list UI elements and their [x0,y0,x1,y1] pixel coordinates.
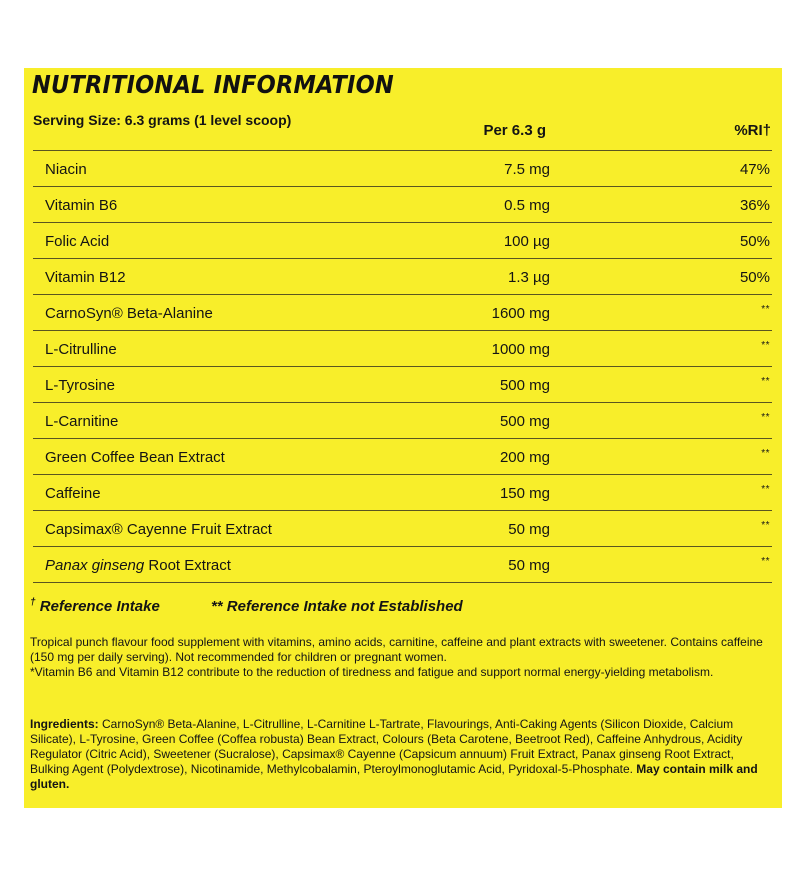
nutrient-name: Caffeine [45,485,101,502]
nutrient-ri: 50% [739,233,770,250]
nutrient-name: Vitamin B12 [45,269,126,286]
nutrient-amount: 100 µg [503,233,550,250]
nutrient-ri: 50% [739,269,770,286]
table-row [33,475,772,511]
column-header-ri: %RI† [734,122,771,139]
dagger-symbol: † [30,597,36,608]
allergen-note: May contain milk and gluten. [30,762,758,791]
nutrient-ri: ** [761,448,770,459]
table-row [33,223,772,259]
nutrient-ri: ** [761,556,770,567]
table-row [33,259,772,295]
table-row [33,187,772,223]
reference-not-established-label: ** Reference Intake not Established [210,598,463,615]
table-row [33,295,772,331]
table-row [33,151,772,187]
page-title: NUTRITIONAL INFORMATION [32,70,394,99]
nutrient-name: Green Coffee Bean Extract [45,449,225,466]
nutrient-amount: 1.3 µg [507,269,550,286]
nutrient-ri: ** [761,376,770,387]
table-row [33,403,772,439]
nutrient-ri: ** [761,520,770,531]
table-row [33,439,772,475]
nutrient-ri: ** [761,304,770,315]
nutrient-ri: 36% [739,197,770,214]
ingredients-text: CarnoSyn® Beta-Alanine, L-Citrulline, L-Carnitine L-Tartrate, Flavourings, Anti-Caking Agents (Silicon Dioxide, Calcium Silicate), L-Tyrosine, Green Coffee (Coffea robusta) Bean Extract, Colours (Beta Carotene, Beetroot Red), Caffeine Anhydrous, Acidity Regulator (Citric Acid), Sweetener (Sucralose), Capsimax® Cayenne (Capsicum annuum) Fruit Extract, Panax ginseng Root Extract, Bulking Agent (Polydextrose), Nicotinamide, Methylcobalamin, Pteroylmonoglutamic Acid, Pyridoxal-5-Phosphate. [30,717,743,776]
nutrient-name: Niacin [45,161,87,178]
column-header-per-serving: Per 6.3 g [483,122,546,139]
nutrient-ri: ** [761,412,770,423]
description-note: *Vitamin B6 and Vitamin B12 contribute to the reduction of tiredness and fatigue and support normal energy-yielding metabolism. [30,665,714,679]
nutrient-name [45,557,231,574]
nutrient-amount: 50 mg [508,521,550,538]
nutrient-name: Folic Acid [45,233,110,250]
nutrient-name: L-Carnitine [45,413,119,430]
ingredients-label: Ingredients: [30,717,99,731]
nutrient-amount: 1000 mg [491,341,550,358]
nutrient-name-italic: Panax ginseng [45,557,145,574]
nutrient-ri: ** [761,484,770,495]
nutrient-amount: 200 mg [499,449,550,466]
nutrient-amount: 1600 mg [491,305,550,322]
nutrition-panel [24,68,782,808]
reference-intake-label: Reference Intake [39,598,160,615]
nutrient-name: Capsimax® Cayenne Fruit Extract [45,521,272,538]
table-row [33,367,772,403]
nutrient-amount: 0.5 mg [504,197,550,214]
serving-size: Serving Size: 6.3 grams (1 level scoop) [33,112,292,128]
table-row [33,547,772,583]
description-text: Tropical punch flavour food supplement with vitamins, amino acids, carnitine, caffeine and plant extracts with sweetener. Contains caffeine (150 mg per daily serving). Not recommended for children or pregnant women. [30,635,763,664]
nutrient-ri: 47% [739,161,770,178]
nutrient-amount: 500 mg [499,377,550,394]
product-description [30,635,766,680]
nutrient-name-rest: Root Extract [144,557,231,574]
nutrient-amount: 50 mg [508,557,550,574]
nutrient-name: CarnoSyn® Beta-Alanine [45,305,213,322]
table-row [33,511,772,547]
nutrient-name: L-Citrulline [45,341,117,358]
nutrient-ri: ** [761,340,770,351]
nutrient-amount: 500 mg [499,413,550,430]
nutrient-amount: 150 mg [499,485,550,502]
nutrient-name: L-Tyrosine [45,377,116,394]
nutrition-table [33,150,772,583]
nutrient-name: Vitamin B6 [45,197,118,214]
ingredients-block [30,717,770,792]
reference-footnote [30,597,463,615]
table-row [33,331,772,367]
nutrient-amount: 7.5 mg [504,161,550,178]
